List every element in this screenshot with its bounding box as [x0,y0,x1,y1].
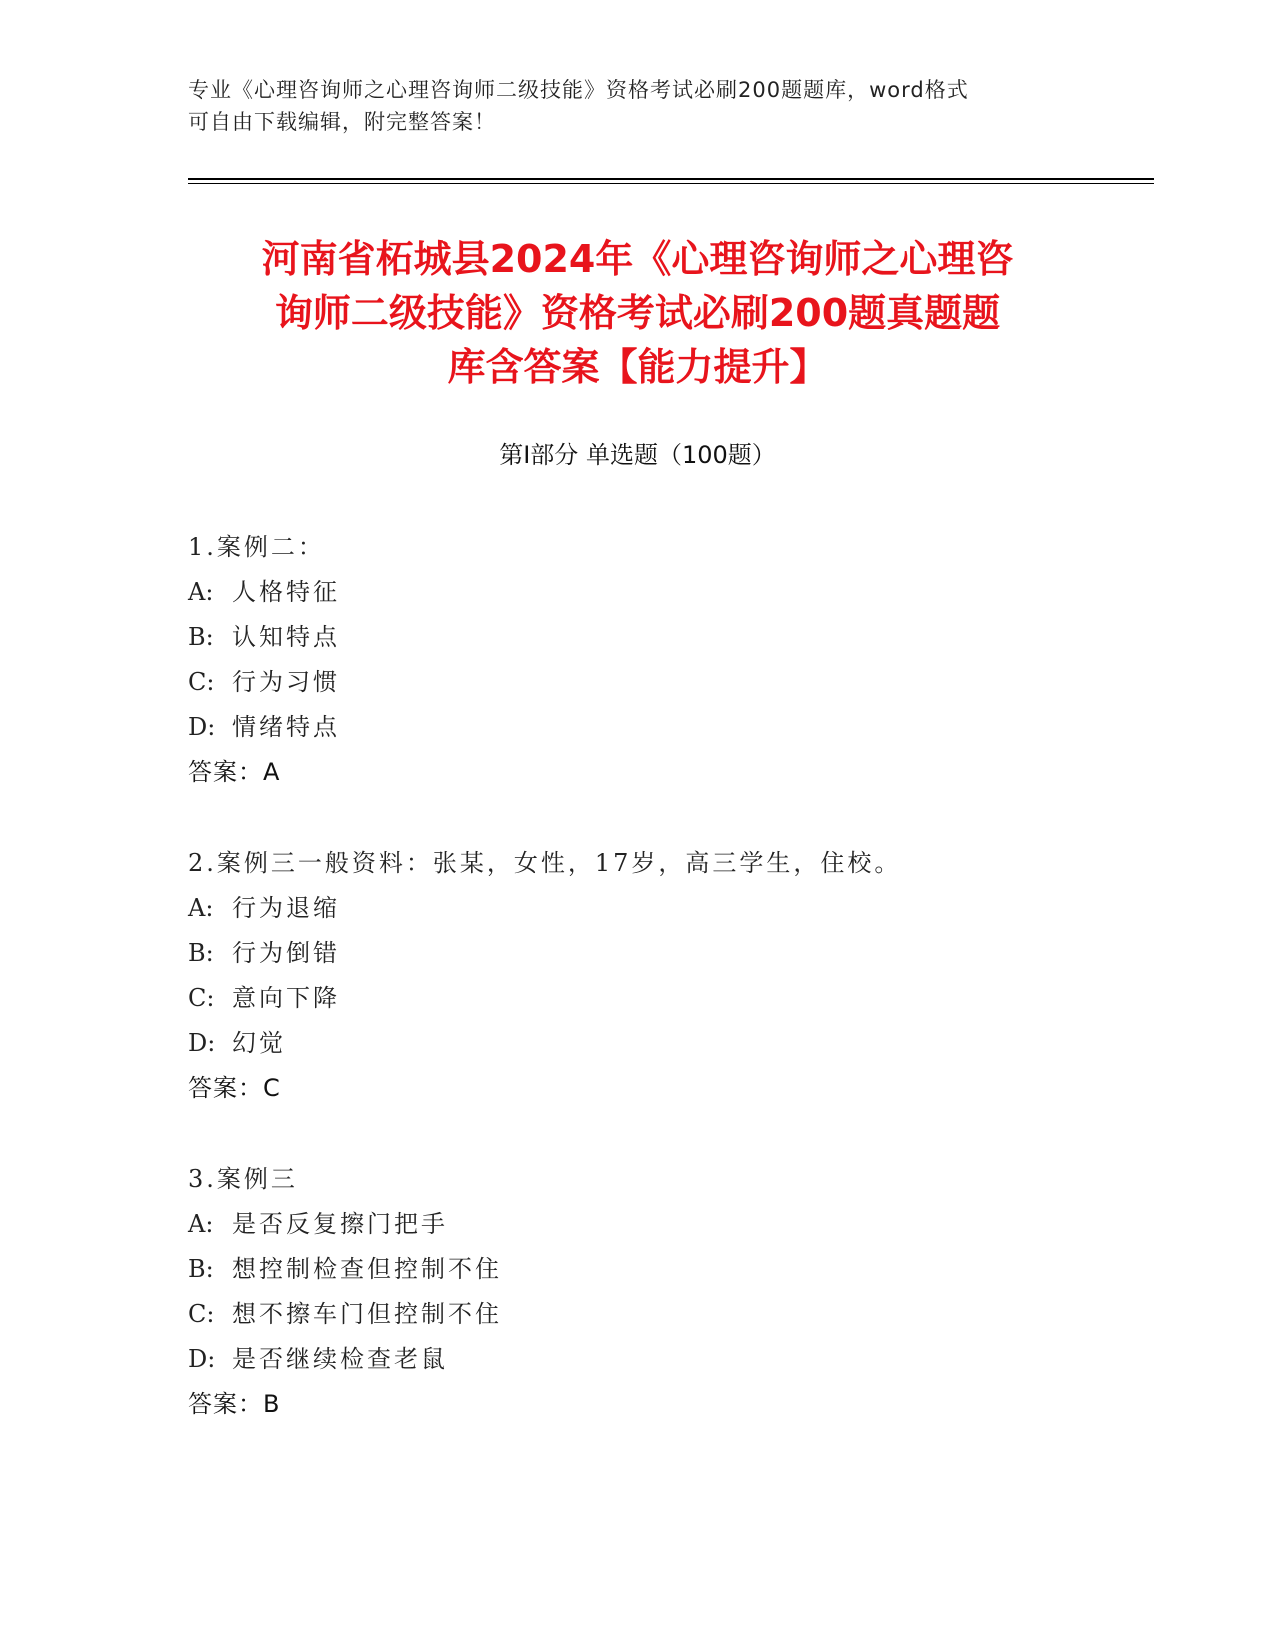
option-letter: C: [188,1300,215,1328]
question-1 [188,525,1148,795]
option-d [188,1337,1148,1382]
option-text: 行为倒错 [232,939,340,967]
option-letter: B: [188,623,214,651]
answer-line: 答案：C [188,1074,281,1102]
option-text: 幻觉 [232,1029,286,1057]
question-3 [188,1157,1148,1427]
option-d [188,705,1148,750]
header-divider-thick [188,178,1154,180]
option-letter: A: [188,578,214,606]
option-letter: D: [188,1029,216,1057]
option-letter: B: [188,939,214,967]
document-title-line-3: 库含答案【能力提升】 [447,345,828,389]
option-letter: B: [188,1255,214,1283]
option-c [188,976,1148,1021]
option-b [188,1247,1148,1292]
question-stem: 3.案例三 [188,1165,298,1193]
option-letter: D: [188,1345,216,1373]
question-stem: 2.案例三一般资料：张某，女性，17岁，高三学生，住校。 [188,849,902,877]
option-letter: D: [188,713,216,741]
document-title-line-1: 河南省柘城县2024年《心理咨询师之心理咨 [261,237,1014,281]
option-letter: C: [188,668,215,696]
option-text: 认知特点 [232,623,340,651]
option-letter: A: [188,1210,214,1238]
option-c [188,660,1148,705]
option-c [188,1292,1148,1337]
header-note-line-1: 专业《心理咨询师之心理咨询师二级技能》资格考试必刷200题题库，word格式 [188,78,969,102]
option-text: 意向下降 [232,984,340,1012]
header-note [188,74,1088,138]
option-text: 是否反复擦门把手 [232,1210,448,1238]
option-text: 是否继续检查老鼠 [232,1345,448,1373]
answer-line: 答案：B [188,1390,281,1418]
document-title-line-2: 询师二级技能》资格考试必刷200题真题题 [274,291,1001,335]
option-a [188,570,1148,615]
option-text: 人格特征 [232,578,340,606]
option-text: 情绪特点 [232,713,340,741]
option-a [188,886,1148,931]
document-title [160,232,1115,394]
option-d [188,1021,1148,1066]
header-note-line-2: 可自由下载编辑，附完整答案！ [188,110,496,134]
option-letter: A: [188,894,214,922]
option-b [188,615,1148,660]
option-text: 想不擦车门但控制不住 [232,1300,502,1328]
section-heading: 第I部分 单选题（100题） [499,441,776,469]
option-b [188,931,1148,976]
option-text: 行为退缩 [232,894,340,922]
header-divider-thin [188,183,1154,184]
answer-line: 答案：A [188,758,281,786]
option-text: 想控制检查但控制不住 [232,1255,502,1283]
question-list [188,525,1148,1473]
option-a [188,1202,1148,1247]
question-stem: 1.案例二： [188,533,325,561]
option-letter: C: [188,984,215,1012]
question-2 [188,841,1148,1111]
option-text: 行为习惯 [232,668,340,696]
